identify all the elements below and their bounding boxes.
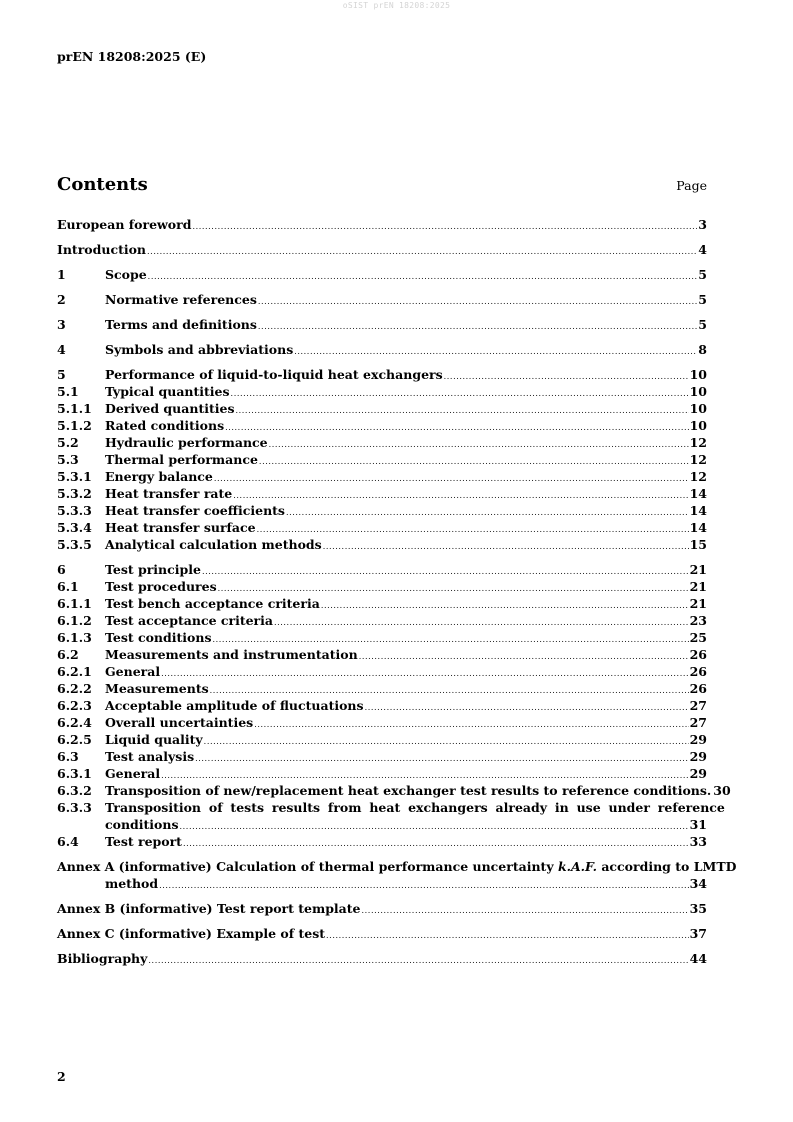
toc-entry-number: 6.3 xyxy=(57,749,79,764)
toc-entry-6-3-3-line1[interactable] xyxy=(57,799,725,816)
toc-entry-page: 5 xyxy=(698,292,707,307)
toc-entry-number: 6.2.2 xyxy=(57,681,92,696)
toc-entry[interactable] xyxy=(57,468,707,485)
document-identifier: prEN 18208:2025 (E) xyxy=(57,49,207,64)
toc-entry-title: Terms and definitions xyxy=(105,317,257,332)
toc-entry-page: 30 xyxy=(713,783,731,798)
toc-entry-title: Hydraulic performance xyxy=(105,435,268,450)
toc-entry-title: Heat transfer coefficients xyxy=(105,503,285,518)
leader-dots xyxy=(294,343,697,360)
toc-entry[interactable] xyxy=(57,316,707,333)
toc-entry[interactable] xyxy=(57,578,707,595)
toc-entry-number: 3 xyxy=(57,317,66,332)
toc-entry-title: Heat transfer rate xyxy=(105,486,233,501)
toc-entry-number: 5 xyxy=(57,367,66,382)
toc-entry-title: Test procedures xyxy=(105,579,217,594)
toc-entry-page: 12 xyxy=(689,469,707,484)
toc-entry-page: 29 xyxy=(689,732,707,747)
leader-dots xyxy=(326,927,689,944)
toc-entry-title: Symbols and abbreviations xyxy=(105,342,294,357)
leader-dots xyxy=(214,470,689,487)
toc-entry[interactable] xyxy=(57,417,707,434)
toc-entry-annex-a-line2[interactable] xyxy=(57,875,707,892)
toc-entry-number: 6.1 xyxy=(57,579,79,594)
toc-entry-title: Analytical calculation methods xyxy=(105,537,322,552)
toc-entry-number: 6.4 xyxy=(57,834,79,849)
toc-entry-number: 6.3.1 xyxy=(57,766,92,781)
toc-entry-number: 6.1.3 xyxy=(57,630,92,645)
toc-entry-page: 3 xyxy=(698,217,707,232)
leader-dots xyxy=(259,453,689,470)
toc-entry[interactable] xyxy=(57,663,707,680)
toc-entry-title: Heat transfer surface xyxy=(105,520,256,535)
toc-entry-page: 44 xyxy=(689,951,707,966)
toc-entry-page: 34 xyxy=(689,876,707,891)
toc-entry-title: Performance of liquid-to-liquid heat exchangers xyxy=(105,367,443,382)
toc-entry-page: 4 xyxy=(698,242,707,257)
toc-entry-number: 6.2 xyxy=(57,647,79,662)
toc-entry-title: Test acceptance criteria xyxy=(105,613,273,628)
toc-entry-6-4[interactable] xyxy=(57,833,707,850)
toc-entry-number: 5.3.3 xyxy=(57,503,92,518)
toc-entry-6-3-3-line2[interactable] xyxy=(57,816,707,833)
page-column-label: Page xyxy=(676,178,707,193)
toc-entry-page: 26 xyxy=(689,681,707,696)
toc-entry-bibliography[interactable] xyxy=(57,950,707,967)
toc-entry-title: Measurements and instrumentation xyxy=(105,647,358,662)
leader-dots xyxy=(148,268,698,285)
leader-dots xyxy=(321,597,689,614)
toc-entry-number: 1 xyxy=(57,267,66,282)
toc-entry[interactable] xyxy=(57,485,707,502)
toc-entry-title: Annex B (informative) Test report template xyxy=(57,901,361,916)
toc-entry-number: 6.2.5 xyxy=(57,732,92,747)
leader-dots xyxy=(236,402,689,419)
leader-dots xyxy=(195,750,688,767)
toc-entry[interactable] xyxy=(57,680,707,697)
leader-dots xyxy=(147,243,697,260)
toc-entry[interactable] xyxy=(57,216,707,233)
toc-entry-title: Normative references xyxy=(105,292,257,307)
toc-entry-title: Test analysis xyxy=(105,749,195,764)
leader-dots xyxy=(159,877,688,894)
toc-entry-page: 26 xyxy=(689,647,707,662)
toc-entry-title: Rated conditions xyxy=(105,418,225,433)
toc-entry-title: Test bench acceptance criteria xyxy=(105,596,320,611)
toc-entry[interactable] xyxy=(57,502,707,519)
toc-entry[interactable] xyxy=(57,519,707,536)
toc-entry[interactable] xyxy=(57,731,707,748)
toc-entry-page: 37 xyxy=(689,926,707,941)
toc-entry[interactable] xyxy=(57,383,707,400)
toc-entry[interactable] xyxy=(57,366,707,383)
toc-entry-annex-c[interactable] xyxy=(57,925,707,942)
toc-entry[interactable] xyxy=(57,266,707,283)
toc-entry-page: 23 xyxy=(689,613,707,628)
toc-entry-number: 6.3.3 xyxy=(57,800,92,815)
toc-entry[interactable] xyxy=(57,646,707,663)
toc-entry[interactable] xyxy=(57,451,707,468)
leader-dots xyxy=(233,487,688,504)
toc-entry-page: 15 xyxy=(689,537,707,552)
toc-entry-title: Scope xyxy=(105,267,147,282)
leader-dots xyxy=(258,318,697,335)
toc-entry-page: 31 xyxy=(689,817,707,832)
toc-entry-number: 5.3 xyxy=(57,452,79,467)
annex-a-title-end: according to LMTD xyxy=(596,859,737,874)
toc-entry-page: 21 xyxy=(689,579,707,594)
leader-dots xyxy=(204,733,689,750)
toc-entry-page: 10 xyxy=(689,367,707,382)
toc-entry-page: 5 xyxy=(698,267,707,282)
leader-dots xyxy=(148,952,688,969)
toc-entry-title: Test principle xyxy=(105,562,201,577)
toc-entry-page: 12 xyxy=(689,452,707,467)
toc-entry-page: 10 xyxy=(689,384,707,399)
toc-entry-title: Annex C (informative) Example of test xyxy=(57,926,326,941)
toc-entry-title: Measurements xyxy=(105,681,209,696)
toc-entry[interactable] xyxy=(57,291,707,308)
toc-entry[interactable] xyxy=(57,697,707,714)
leader-dots xyxy=(192,218,697,235)
leader-dots xyxy=(161,665,688,682)
toc-entry-title: conditions xyxy=(105,817,179,832)
toc-entry-page: 14 xyxy=(689,503,707,518)
leader-dots xyxy=(274,614,689,631)
leader-dots xyxy=(362,902,689,919)
toc-entry-page: 27 xyxy=(689,698,707,713)
toc-entry-annex-a-line1[interactable] xyxy=(57,858,737,875)
leader-dots xyxy=(286,504,689,521)
toc-entry-number: 6.3.2 xyxy=(57,783,92,798)
toc-entry-title: Introduction xyxy=(57,242,147,257)
toc-entry-title: Energy balance xyxy=(105,469,213,484)
toc-entry-page: 12 xyxy=(689,435,707,450)
leader-dots xyxy=(183,835,689,852)
toc-entry-page: 33 xyxy=(689,834,707,849)
toc-entry-page: 10 xyxy=(689,418,707,433)
toc-entry-page: 35 xyxy=(689,901,707,916)
toc-entry-number: 5.1.2 xyxy=(57,418,92,433)
toc-entry-number: 5.3.4 xyxy=(57,520,92,535)
toc-entry-number: 5.1 xyxy=(57,384,79,399)
toc-entry[interactable] xyxy=(57,748,707,765)
toc-entry-page: 21 xyxy=(689,596,707,611)
toc-entry[interactable] xyxy=(57,612,707,629)
toc-entry-number: 6.2.1 xyxy=(57,664,92,679)
toc-entry-page: 14 xyxy=(689,486,707,501)
watermark: oSIST prEN 18208:2025 xyxy=(342,1,451,10)
toc-entry[interactable] xyxy=(57,714,707,731)
toc-entry-number: 5.1.1 xyxy=(57,401,92,416)
contents-header xyxy=(57,174,707,195)
annex-a-title-italic: k.A.F. xyxy=(557,859,597,874)
toc-entry-page: 29 xyxy=(689,749,707,764)
toc-entry-page: 21 xyxy=(689,562,707,577)
toc-entry-title: Bibliography xyxy=(57,951,148,966)
toc-entry[interactable] xyxy=(57,629,707,646)
leader-dots xyxy=(225,419,688,436)
toc-entry-page: 27 xyxy=(689,715,707,730)
leader-dots xyxy=(202,563,689,580)
leader-dots xyxy=(359,648,689,665)
toc-entry-number: 6.2.3 xyxy=(57,698,92,713)
toc-entry-title: Acceptable amplitude of fluctuations xyxy=(105,698,364,713)
toc-entry-annex-b[interactable] xyxy=(57,900,707,917)
annex-a-title-start: Annex A (informative) Calculation of thermal performance uncertainty xyxy=(57,859,558,874)
toc-entry-title: Liquid quality xyxy=(105,732,203,747)
leader-dots xyxy=(231,385,689,402)
toc-entry-title: European foreword xyxy=(57,217,192,232)
toc-entry[interactable] xyxy=(57,782,731,799)
toc-entry[interactable] xyxy=(57,400,707,417)
toc-entry-title xyxy=(57,858,736,875)
toc-entry-number: 5.3.5 xyxy=(57,537,92,552)
toc-entry-title: method xyxy=(105,876,159,891)
toc-entry[interactable] xyxy=(57,434,707,451)
contents-title: Contents xyxy=(57,174,148,195)
toc-entry-page: 26 xyxy=(689,664,707,679)
toc-entry[interactable] xyxy=(57,341,707,358)
toc-entry[interactable] xyxy=(57,595,707,612)
toc-entry-page: 25 xyxy=(689,630,707,645)
toc-entry-page: 29 xyxy=(689,766,707,781)
leader-dots xyxy=(323,538,689,555)
toc-entry-title: Thermal performance xyxy=(105,452,258,467)
toc-entry-page: 5 xyxy=(698,317,707,332)
toc-entry-title: Derived quantities xyxy=(105,401,235,416)
toc-entry-title: Typical quantities xyxy=(105,384,230,399)
toc-entry[interactable] xyxy=(57,241,707,258)
toc-entry-title: Test report xyxy=(105,834,182,849)
toc-entry-title: Overall uncertainties xyxy=(105,715,254,730)
leader-dots xyxy=(258,293,697,310)
toc-entry-title: Transposition of new/replacement heat exchanger test results to reference conditions. xyxy=(105,783,712,798)
toc-entry-page: 14 xyxy=(689,520,707,535)
toc-entry-number: 5.3.2 xyxy=(57,486,92,501)
toc-entry[interactable] xyxy=(57,765,707,782)
toc-entry-title: General xyxy=(105,664,161,679)
page-number: 2 xyxy=(57,1069,66,1084)
toc-entry-number: 2 xyxy=(57,292,66,307)
leader-dots xyxy=(254,716,688,733)
toc-entry-number: 6 xyxy=(57,562,66,577)
toc-entry-title: Transposition of tests results from heat exchangers already in use under reference xyxy=(105,800,725,815)
toc-entry-number: 6.1.1 xyxy=(57,596,92,611)
leader-dots xyxy=(269,436,689,453)
toc-entry[interactable] xyxy=(57,561,707,578)
toc-entry-number: 5.3.1 xyxy=(57,469,92,484)
toc-entry-title: General xyxy=(105,766,161,781)
toc-entry-page: 10 xyxy=(689,401,707,416)
toc-entry[interactable] xyxy=(57,536,707,553)
leader-dots xyxy=(365,699,689,716)
toc-entry-number: 6.1.2 xyxy=(57,613,92,628)
toc-entry-number: 5.2 xyxy=(57,435,79,450)
toc-entry-number: 6.2.4 xyxy=(57,715,92,730)
table-of-contents xyxy=(57,216,737,967)
leader-dots xyxy=(180,818,689,835)
toc-entry-title: Test conditions xyxy=(105,630,212,645)
toc-entry-page: 8 xyxy=(698,342,707,357)
leader-dots xyxy=(444,368,689,385)
toc-entry-number: 4 xyxy=(57,342,66,357)
